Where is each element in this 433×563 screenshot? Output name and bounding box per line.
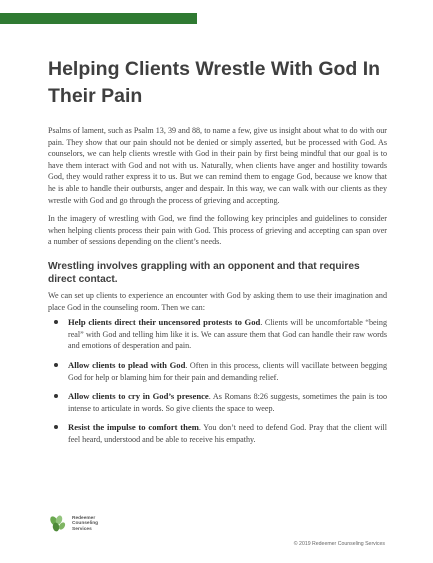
section-subheading: Wrestling involves grappling with an opponent and that requires direct contact. [48, 260, 360, 286]
bullet-icon [54, 320, 58, 324]
list-item [48, 422, 387, 445]
bullet-body: . You don’t need to defend God. Pray that the client will feel heard, understood and be able to receive his empathy. [68, 423, 387, 444]
page-title: Helping Clients Wrestle With God In Their Pain [48, 58, 381, 107]
list-item [48, 360, 387, 383]
organization-logo [48, 515, 98, 533]
logo-line-2: Counseling [72, 521, 99, 527]
logo-line-1: Redeemer [72, 515, 96, 521]
bullet-body: . As Romans 8:26 suggests, sometimes the pain is too intense to articulate in words. So give clients the space to weep. [68, 392, 388, 413]
bullet-lead: Help clients direct their uncensored protests to God [68, 317, 261, 328]
footer-copyright: © 2019 Redeemer Counseling Services [293, 541, 385, 547]
bullet-icon [54, 363, 58, 367]
bullet-body: . Often in this process, clients will vacillate between begging God for help or blaming him for their pain and demanding relief. [68, 360, 388, 382]
bullet-lead: Allow clients to cry in God’s presence [68, 391, 209, 402]
section-intro: We can set up clients to experience an encounter with God by asking them to use their imagination and place God in the counseling room. Then we can: [48, 290, 387, 312]
bullet-lead: Allow clients to plead with God [68, 359, 186, 370]
bullet-lead: Resist the impulse to comfort them [68, 422, 199, 433]
paragraph-2: In the imagery of wrestling with God, we find the following key principles and guidelines to consider when helping clients process their pain with God. This process of grieving and accepting can span over a number of sessions depending on the client’s needs. [48, 214, 387, 247]
bullet-body: . Clients will be uncomfortable “being real” with God and telling him like it is. We can assure them that God can handle their raw words and emotions of desperation and pain. [68, 318, 387, 351]
document-body [48, 125, 387, 453]
logo-wordmark [72, 516, 98, 533]
leaf-cluster-icon [48, 515, 68, 533]
bullet-icon [54, 394, 58, 398]
bullet-list [48, 317, 387, 445]
bullet-icon [54, 425, 58, 429]
logo-line-3: Services [72, 526, 92, 532]
list-item [48, 317, 387, 352]
accent-bar [0, 13, 197, 24]
list-item [48, 391, 387, 414]
paragraph-1: Psalms of lament, such as Psalm 13, 39 and 88, to name a few, give us insight about what to do with our pain. They show that our pain should not be denied or simply asserted, but be processed with God. As counselors, we can help clients wrestle with God in their pain by first being mindful that our goal is to have them interact with God and not with us. Naturally, when clients have anger and hostility towards God, they would rather express it to us. But we can remind them to engage God, because we know that he is able to handle their outbursts, anger and despair. In this way, we can walk with our clients as they wrestle with God and go through the process of grieving and accepting. [48, 126, 387, 205]
